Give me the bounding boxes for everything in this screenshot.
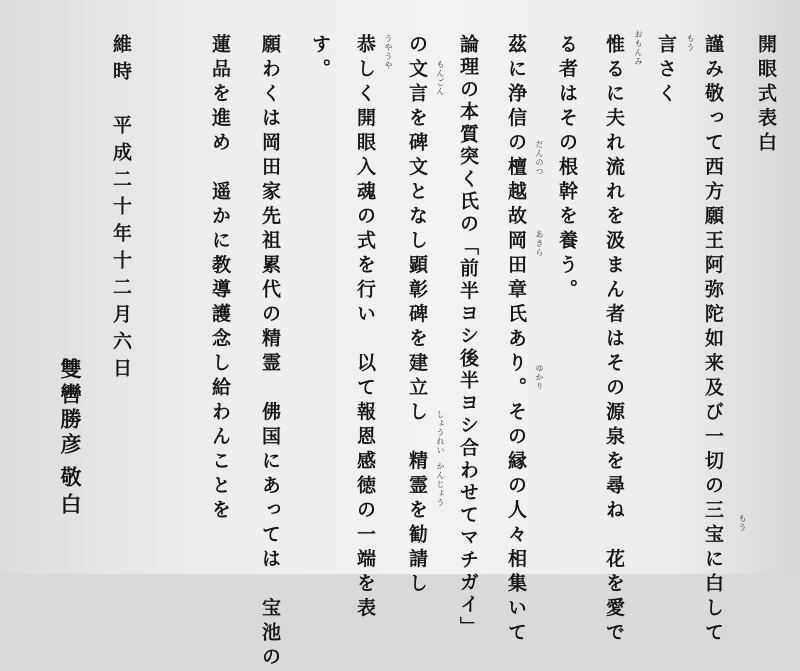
body-line-9: す。 [309, 34, 331, 83]
body-line-10: 願わくは岡田家先祖累代の精霊 佛国にあっては 宝池の [259, 34, 281, 671]
furigana-mongon: もんごん [436, 60, 445, 96]
furigana-omonmi: おもんみ [634, 30, 643, 66]
signature-closing: 敬白 [58, 466, 83, 520]
body-line-8: 恭しく開眼入魂の式を行い 以て報恩感徳の一端を表 [354, 34, 376, 622]
furigana-akira: あきら [535, 230, 544, 257]
body-line-1: 謹み敬って西方願王阿弥陀如来及び一切の三宝に白して [702, 34, 724, 647]
furigana-mousa: もう [686, 34, 695, 52]
furigana-moushite: もう [738, 514, 747, 532]
body-line-7: の文言を碑文となし顕彰碑を建立し 精霊を勧請し [406, 34, 428, 598]
document-title: 開眼式表白 [755, 34, 777, 157]
furigana-danotsu: だんのつ [535, 140, 544, 176]
body-line-5: 茲に浄信の檀越故岡田章氏あり。その縁の人々相集いて [505, 34, 527, 647]
furigana-kanjou: かんじょう [436, 462, 445, 507]
furigana-uyauya: うやうや [384, 34, 393, 70]
body-line-6: 論理の本質突く氏の「前半ヨシ後半ヨシ合わせてマチガイ」 [457, 34, 479, 639]
body-line-11: 蓮品を進め 遥かに教導護念し給わんことを [209, 34, 231, 524]
document-date: 維時 平成二十年十二月六日 [110, 34, 132, 385]
body-line-2: 言さく [655, 34, 677, 108]
body-line-4: る者はその根幹を養う。 [556, 34, 578, 304]
furigana-yukari: ゆかり [535, 364, 544, 391]
furigana-shourei: しょうれい [436, 410, 445, 455]
signature-name: 雙轡勝彦 [58, 358, 83, 458]
body-line-3: 惟るに夫れ流れを汲まん者はその源泉を尋ね 花を愛で [603, 34, 625, 647]
